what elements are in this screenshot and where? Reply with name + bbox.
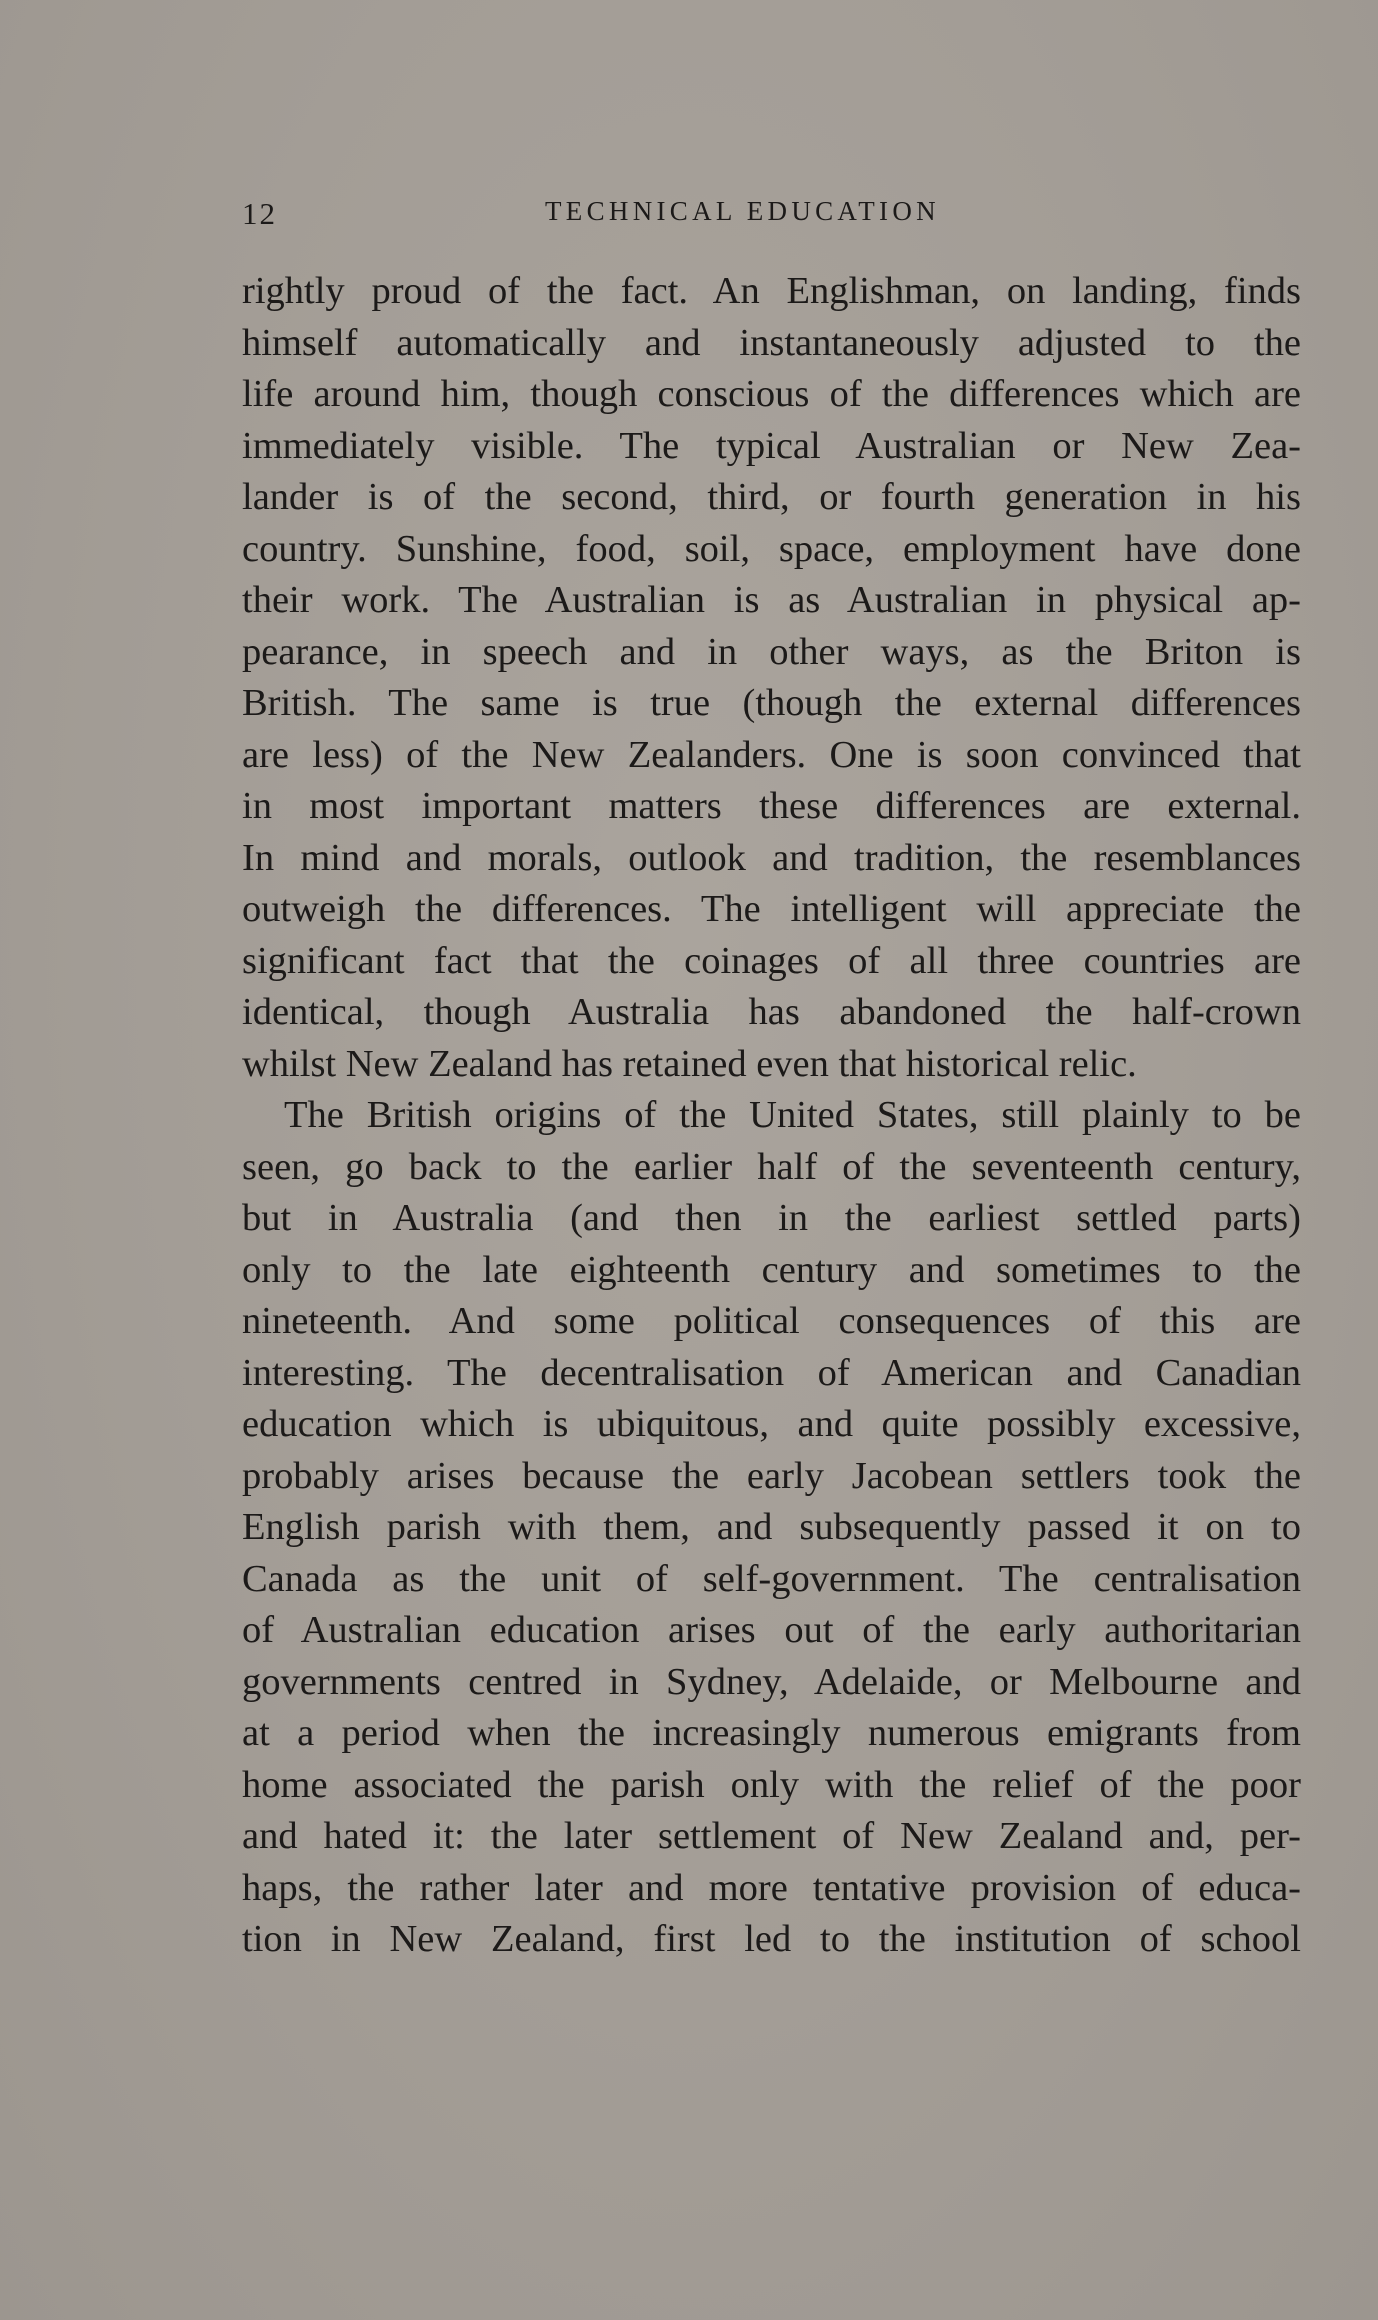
text-line: in most important matters these differences are external. (242, 785, 1301, 827)
text-line: country. Sunshine, food, soil, space, employment have done (242, 527, 1301, 570)
text-line: tion in New Zealand, first led to the institution of school (242, 1918, 1301, 1960)
text-line: The British origins of the United States, still plainly to be (284, 1094, 1301, 1136)
text-line: lander is of the second, third, or fourth generation in his (242, 476, 1301, 518)
text-line: In mind and morals, outlook and tradition, the resemblances (242, 836, 1301, 879)
text-line: are less) of the New Zealanders. One is soon convinced that (242, 733, 1301, 776)
text-line: himself automatically and instantaneously adjusted to the (242, 321, 1301, 364)
text-line: interesting. The decentralisation of American and Canadian (242, 1351, 1301, 1394)
paragraph-1 (242, 266, 1301, 1090)
text-line: at a period when the increasingly numerous emigrants from (242, 1712, 1301, 1754)
text-line: seen, go back to the earlier half of the seventeenth century, (242, 1145, 1301, 1188)
text-line: education which is ubiquitous, and quite possibly excessive, (242, 1403, 1301, 1445)
text-line: governments centred in Sydney, Adelaide, or Melbourne and (242, 1660, 1301, 1703)
text-line: pearance, in speech and in other ways, as the Briton is (242, 630, 1301, 673)
text-line: but in Australia (and then in the earliest settled parts) (242, 1197, 1301, 1239)
text-line: whilst New Zealand has retained even that historical relic. (242, 1042, 1137, 1085)
paragraph-2 (242, 1090, 1301, 1966)
text-line: and hated it: the later settlement of New Zealand and, per- (242, 1815, 1301, 1857)
text-line: outweigh the differences. The intelligent will appreciate the (242, 888, 1301, 930)
page-number: 12 (242, 196, 277, 231)
text-line: probably arises because the early Jacobean settlers took the (242, 1454, 1301, 1497)
text-line: English parish with them, and subsequently passed it on to (242, 1506, 1301, 1548)
text-line: significant fact that the coinages of all three countries are (242, 939, 1301, 982)
text-line: Canada as the unit of self-government. The centralisation (242, 1557, 1301, 1600)
text-line: their work. The Australian is as Australian in physical ap- (242, 579, 1301, 621)
text-line: home associated the parish only with the relief of the poor (242, 1763, 1301, 1806)
text-line: only to the late eighteenth century and sometimes to the (242, 1248, 1301, 1291)
text-line: haps, the rather later and more tentative provision of educa- (242, 1866, 1301, 1909)
text-line: nineteenth. And some political consequences of this are (242, 1300, 1301, 1342)
text-line: life around him, though conscious of the differences which are (242, 373, 1301, 415)
text-line: rightly proud of the fact. An Englishman, on landing, finds (242, 270, 1301, 312)
text-line: British. The same is true (though the external differences (242, 682, 1301, 724)
running-title: TECHNICAL EDUCATION (545, 196, 940, 226)
text-line: of Australian education arises out of the early authoritarian (242, 1609, 1301, 1651)
text-line: immediately visible. The typical Australian or New Zea- (242, 424, 1301, 467)
running-head (242, 196, 1302, 236)
text-line: identical, though Australia has abandoned the half-crown (242, 991, 1301, 1033)
body-text (242, 266, 1301, 1966)
